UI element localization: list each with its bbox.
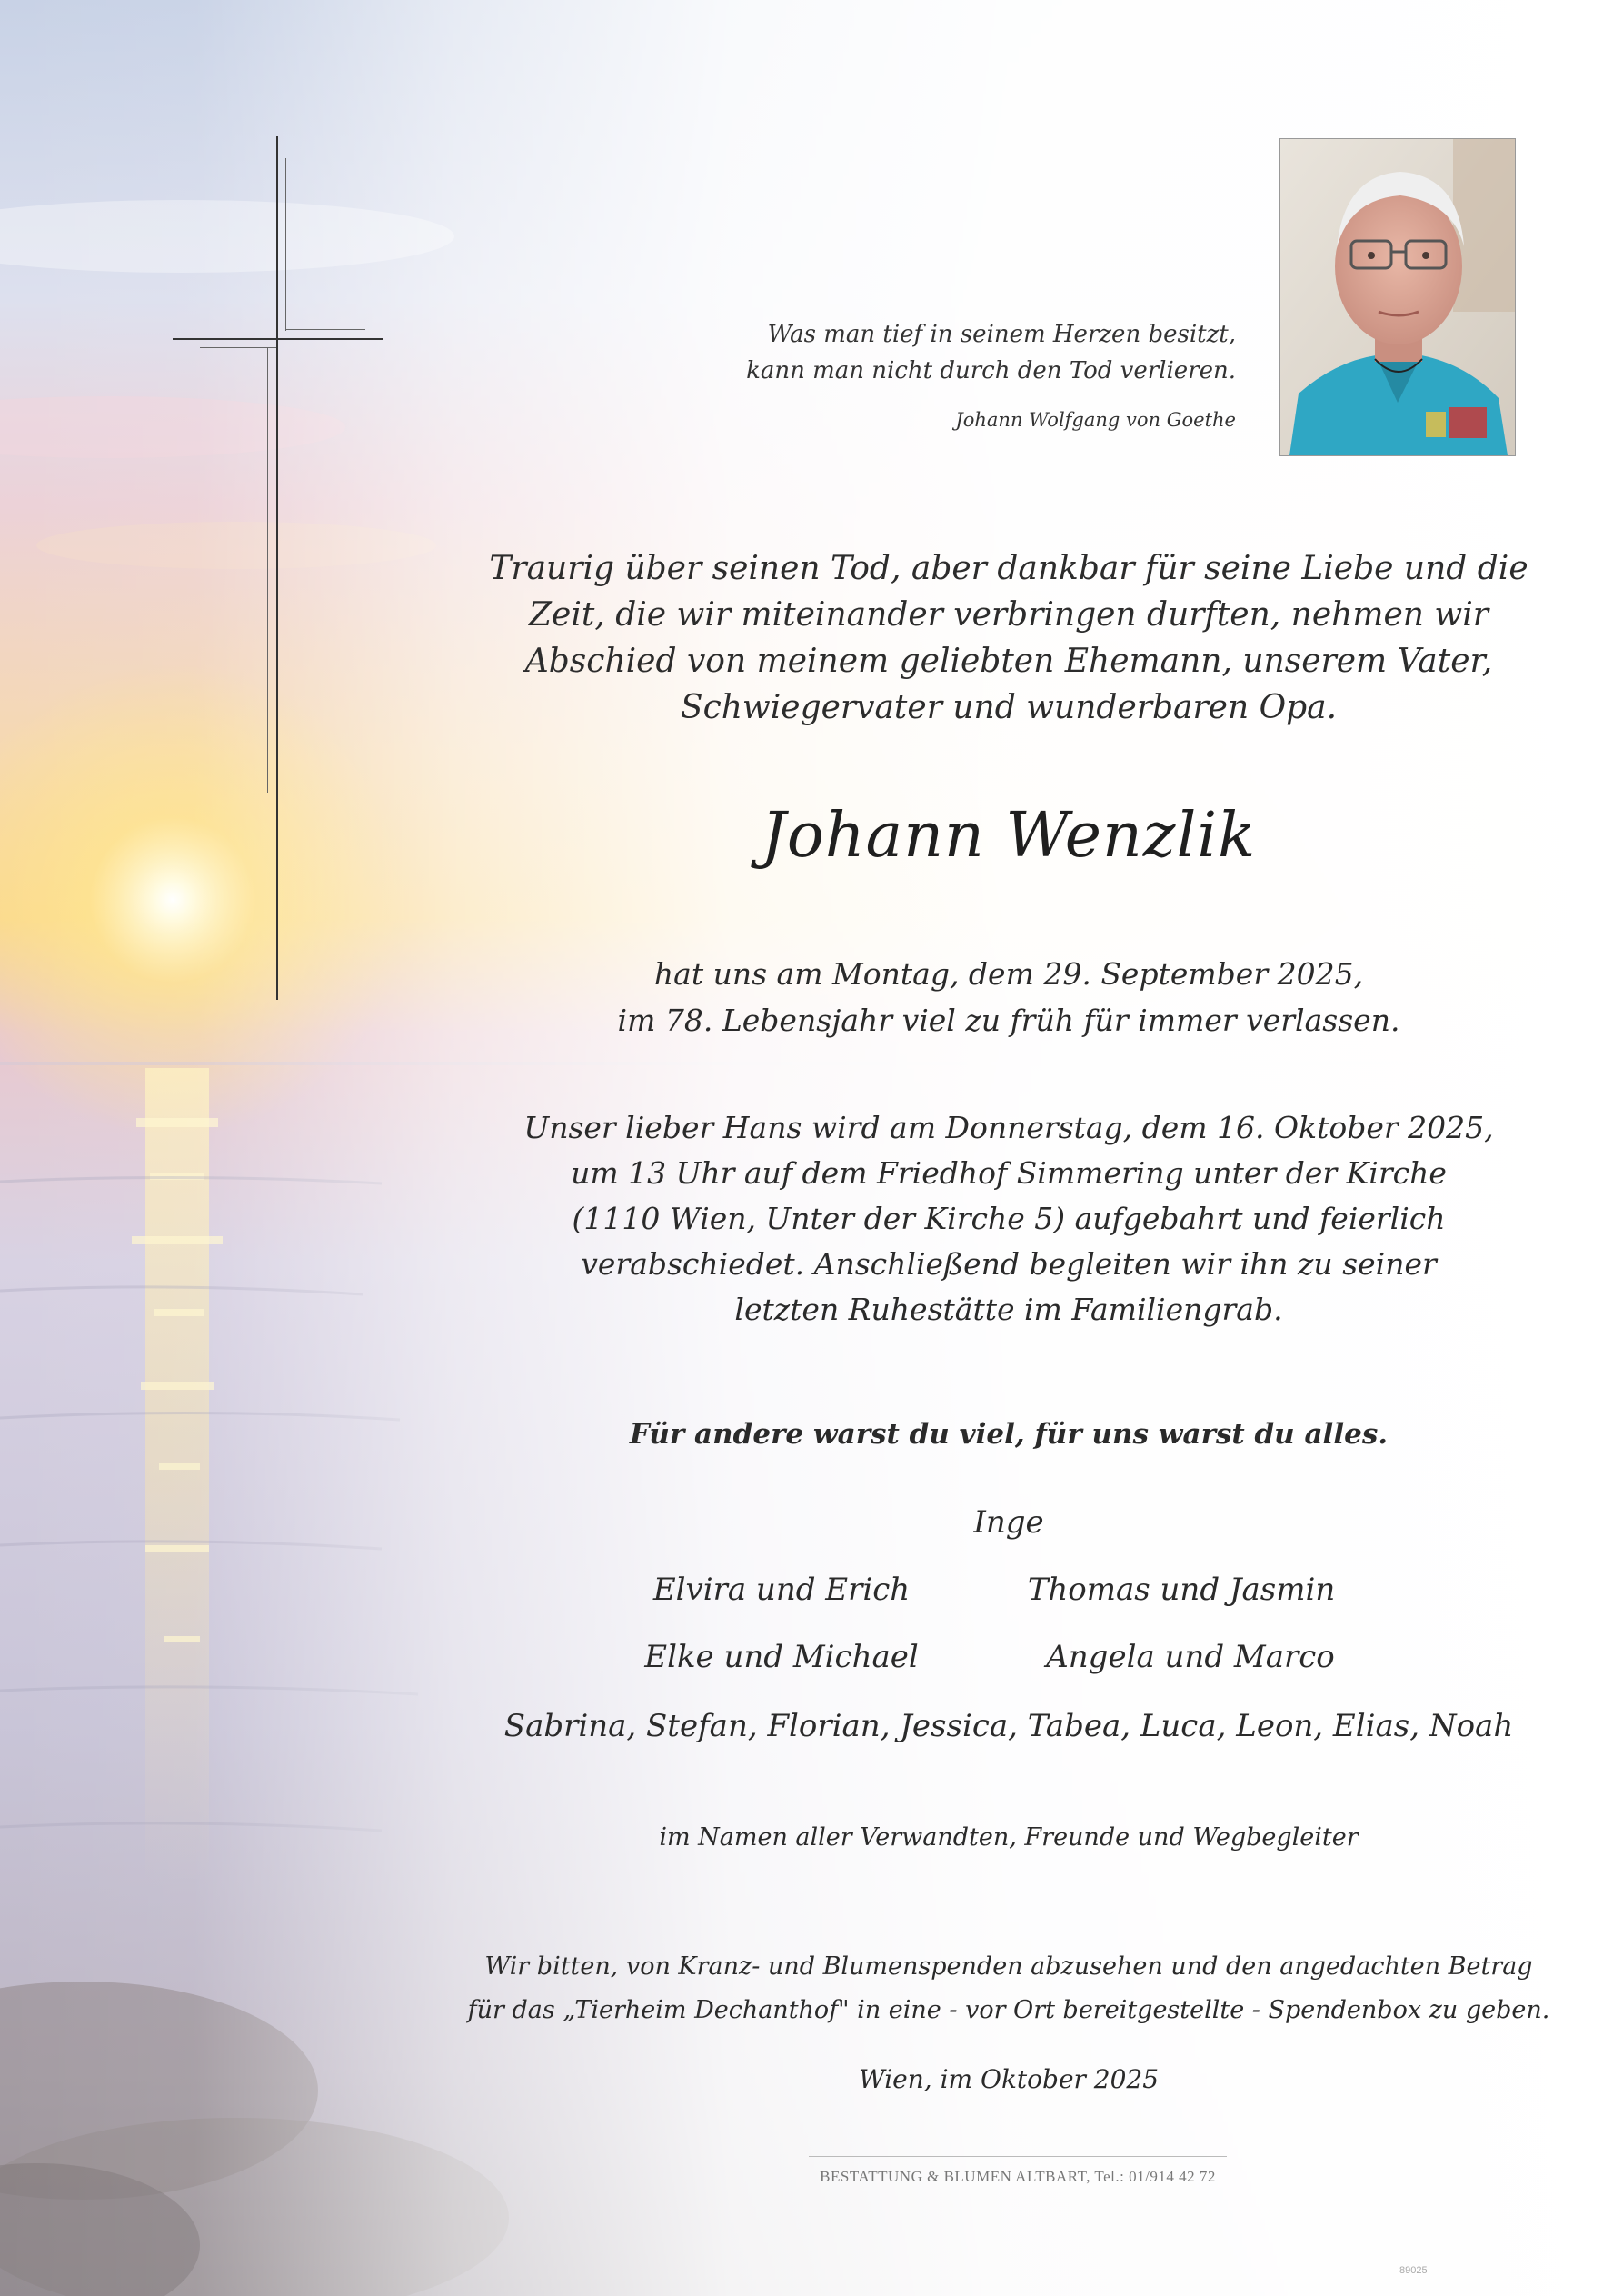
mourner-pair-2-left: Elke und Michael bbox=[644, 1639, 919, 1675]
place-and-date: Wien, im Oktober 2025 bbox=[858, 2064, 1160, 2094]
service-line-5: letzten Ruhestätte im Familiengrab. bbox=[734, 1292, 1283, 1327]
mourner-pair-1-left: Elvira und Erich bbox=[652, 1572, 911, 1608]
intro-line-3: Abschied von meinem geliebten Ehemann, unserem Vater, bbox=[524, 643, 1493, 680]
funeral-home-footer: BESTATTUNG & BLUMEN ALTBART, Tel.: 01/914 42 72 bbox=[820, 2168, 1216, 2185]
intro-line-4: Schwiegervater und wunderbaren Opa. bbox=[680, 689, 1338, 726]
footer-divider bbox=[809, 2156, 1227, 2157]
cross-horizontal-inner bbox=[285, 329, 365, 330]
behalf-text: im Namen aller Verwandten, Freunde und Wegbegleiter bbox=[659, 1823, 1359, 1852]
service-text bbox=[473, 1105, 1545, 1333]
motto: Für andere warst du viel, für uns warst du alles. bbox=[629, 1418, 1389, 1451]
cross-horizontal-main bbox=[173, 338, 383, 340]
intro-line-2: Zeit, die wir miteinander verbringen durften, nehmen wir bbox=[529, 596, 1489, 634]
donation-request bbox=[418, 1945, 1599, 2032]
service-line-1: Unser lieber Hans wird am Donnerstag, dem 16. Oktober 2025, bbox=[523, 1110, 1494, 1145]
reference-number: 89025 bbox=[1399, 2265, 1428, 2276]
quote-line-2: kann man nicht durch den Tod verlieren. bbox=[746, 357, 1236, 384]
cross-vertical-lower bbox=[267, 347, 268, 793]
quote-author: Johann Wolfgang von Goethe bbox=[955, 409, 1236, 431]
cross-vertical-inner bbox=[285, 158, 286, 331]
donation-line-2: für das „Tierheim Dechanthof" in eine - vor Ort bereitgestellte - Spendenbox zu geben. bbox=[467, 1996, 1550, 2024]
cross-vertical-main bbox=[276, 136, 278, 1000]
intro-text bbox=[473, 545, 1545, 731]
quote-line-1: Was man tief in seinem Herzen besitzt, bbox=[767, 321, 1236, 348]
passing-line-1: hat uns am Montag, dem 29. September 2025, bbox=[653, 956, 1364, 992]
service-line-3: (1110 Wien, Unter der Kirche 5) aufgebahrt und feierlich bbox=[572, 1201, 1446, 1236]
goethe-quote bbox=[636, 316, 1236, 438]
portrait-photo bbox=[1279, 138, 1516, 456]
cross-horizontal-lower bbox=[200, 347, 276, 348]
intro-line-1: Traurig über seinen Tod, aber dankbar für seine Liebe und die bbox=[489, 550, 1528, 587]
service-line-4: verabschiedet. Anschließend begleiten wir ihn zu seiner bbox=[581, 1246, 1437, 1282]
deceased-name: Johann Wenzlik bbox=[761, 800, 1257, 872]
mourner-pair-1-right: Thomas und Jasmin bbox=[1027, 1572, 1336, 1608]
service-line-2: um 13 Uhr auf dem Friedhof Simmering unter der Kirche bbox=[571, 1155, 1447, 1191]
mourner-pair-2-right: Angela und Marco bbox=[1046, 1639, 1335, 1675]
cross-symbol bbox=[173, 136, 391, 1000]
donation-line-1: Wir bitten, von Kranz- und Blumenspenden abzusehen und den angedachten Betrag bbox=[484, 1952, 1533, 1981]
mourner-grandchildren: Sabrina, Stefan, Florian, Jessica, Tabea, Luca, Leon, Elias, Noah bbox=[503, 1708, 1514, 1744]
passing-line-2: im 78. Lebensjahr viel zu früh für immer verlassen. bbox=[617, 1003, 1400, 1038]
mourner-spouse: Inge bbox=[973, 1504, 1044, 1541]
passing-text bbox=[473, 951, 1545, 1043]
